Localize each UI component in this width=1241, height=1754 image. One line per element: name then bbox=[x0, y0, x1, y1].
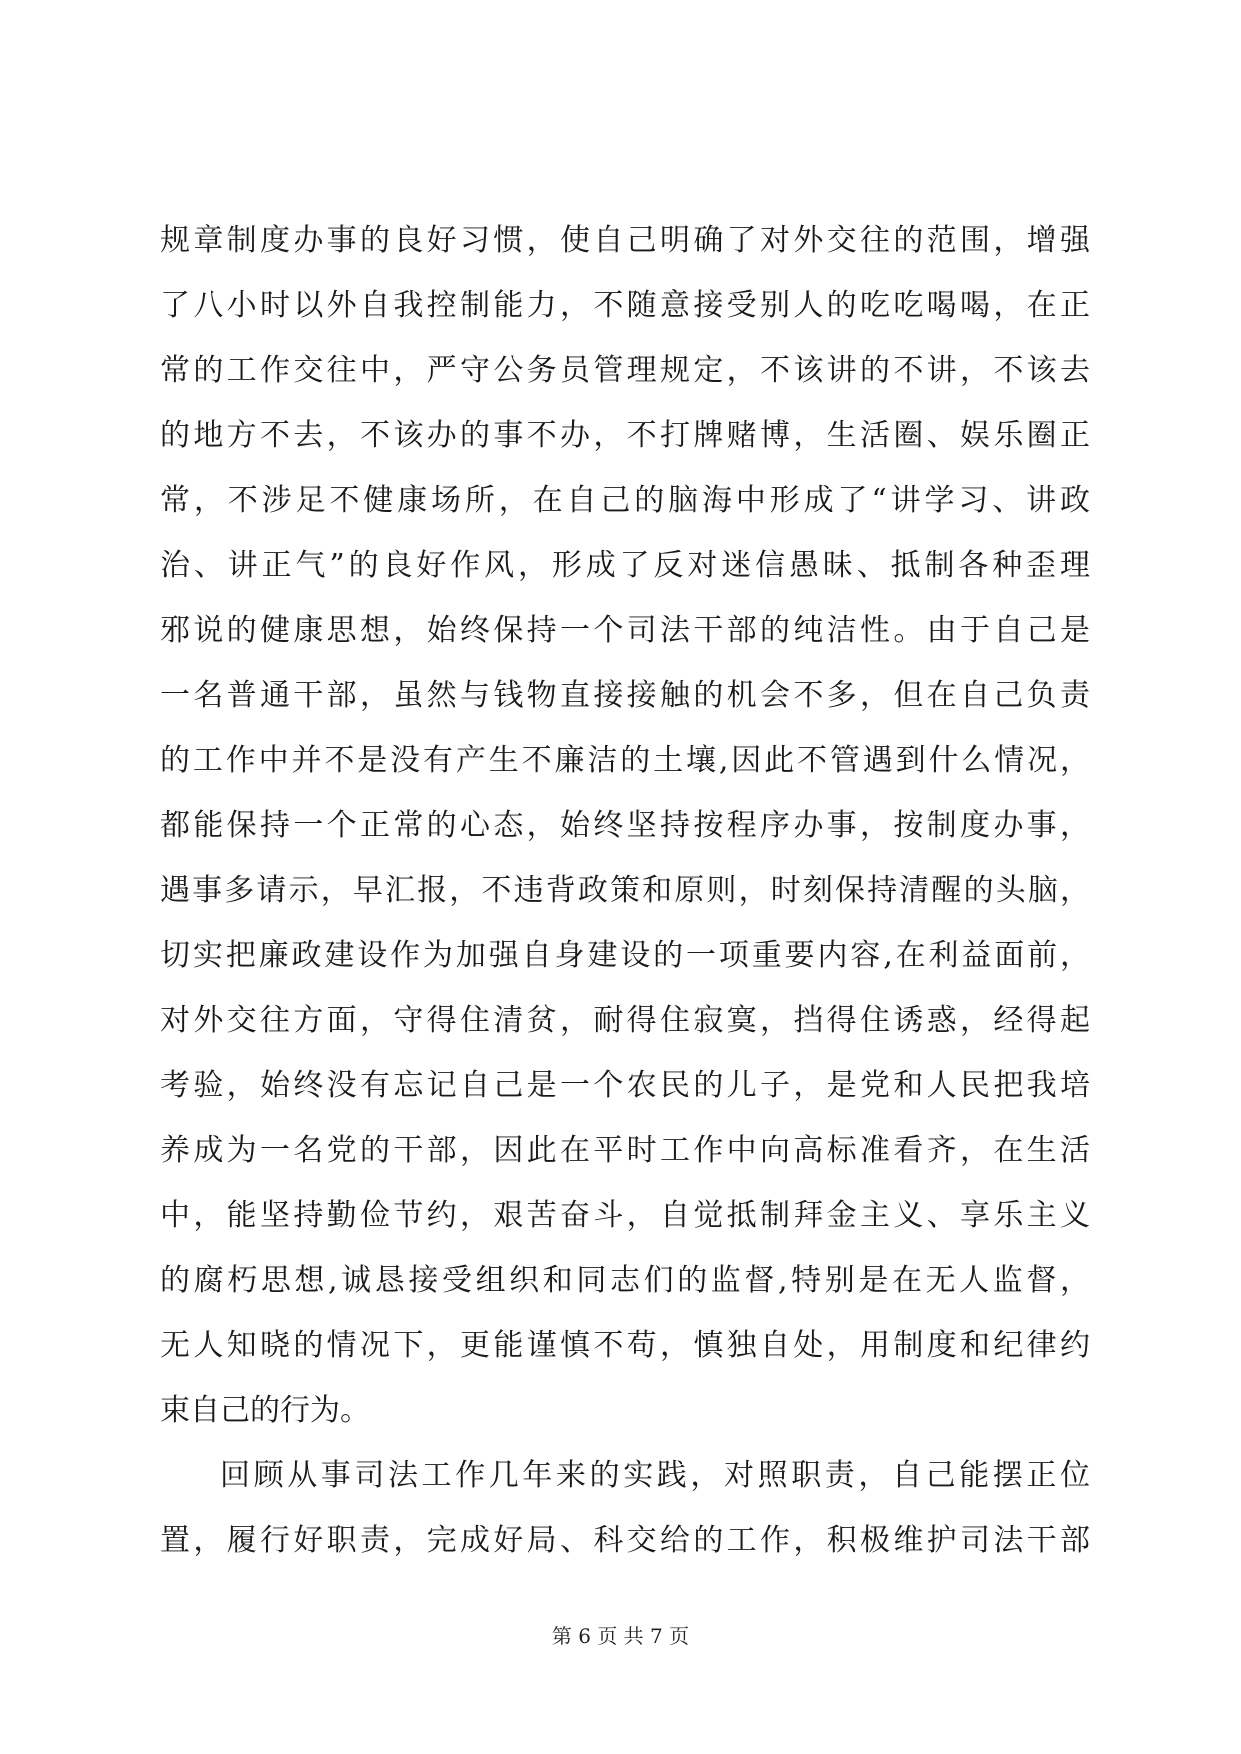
paragraph-start-line: 回顾从事司法工作几年来的实践，对照职责，自己能摆正位 bbox=[220, 1458, 1090, 1493]
text-line: 常的工作交往中，严守公务员管理规定，不该讲的不讲，不该去 bbox=[160, 353, 1090, 388]
body-text bbox=[160, 208, 1090, 1573]
text-line: 考验，始终没有忘记自己是一个农民的儿子，是党和人民把我培 bbox=[160, 1068, 1090, 1103]
text-line: 中，能坚持勤俭节约，艰苦奋斗，自觉抵制拜金主义、享乐主义 bbox=[160, 1198, 1090, 1233]
text-line: 了八小时以外自我控制能力，不随意接受别人的吃吃喝喝，在正 bbox=[160, 288, 1090, 323]
text-line: 置，履行好职责，完成好局、科交给的工作，积极维护司法干部 bbox=[160, 1523, 1090, 1558]
text-line: 一名普通干部，虽然与钱物直接接触的机会不多，但在自己负责 bbox=[160, 678, 1090, 713]
text-line: 无人知晓的情况下，更能谨慎不苟，慎独自处，用制度和纪律约 bbox=[160, 1328, 1090, 1363]
text-line: 养成为一名党的干部，因此在平时工作中向高标准看齐，在生活 bbox=[160, 1133, 1090, 1168]
text-line: 都能保持一个正常的心态，始终坚持按程序办事，按制度办事， bbox=[160, 808, 1090, 843]
text-line: 对外交往方面，守得住清贫，耐得住寂寞，挡得住诱惑，经得起 bbox=[160, 1003, 1090, 1038]
text-line: 遇事多请示，早汇报，不违背政策和原则，时刻保持清醒的头脑， bbox=[160, 873, 1090, 908]
paragraph-end-line: 束自己的行为。 bbox=[160, 1393, 370, 1428]
text-line: 常，不涉足不健康场所，在自己的脑海中形成了“讲学习、讲政 bbox=[160, 483, 1090, 518]
text-line: 切实把廉政建设作为加强自身建设的一项重要内容,在利益面前， bbox=[160, 938, 1090, 973]
page-footer: 第 6 页 共 7 页 bbox=[551, 1624, 690, 1648]
text-line: 规章制度办事的良好习惯，使自己明确了对外交往的范围，增强 bbox=[160, 223, 1090, 258]
text-line: 的地方不去，不该办的事不办，不打牌赌博，生活圈、娱乐圈正 bbox=[160, 418, 1090, 453]
text-line: 的工作中并不是没有产生不廉洁的土壤,因此不管遇到什么情况， bbox=[160, 743, 1090, 778]
text-line: 邪说的健康思想，始终保持一个司法干部的纯洁性。由于自己是 bbox=[160, 613, 1090, 648]
text-line: 的腐朽思想,诚恳接受组织和同志们的监督,特别是在无人监督， bbox=[160, 1263, 1090, 1298]
text-line: 治、讲正气”的良好作风，形成了反对迷信愚昧、抵制各种歪理 bbox=[160, 548, 1090, 583]
